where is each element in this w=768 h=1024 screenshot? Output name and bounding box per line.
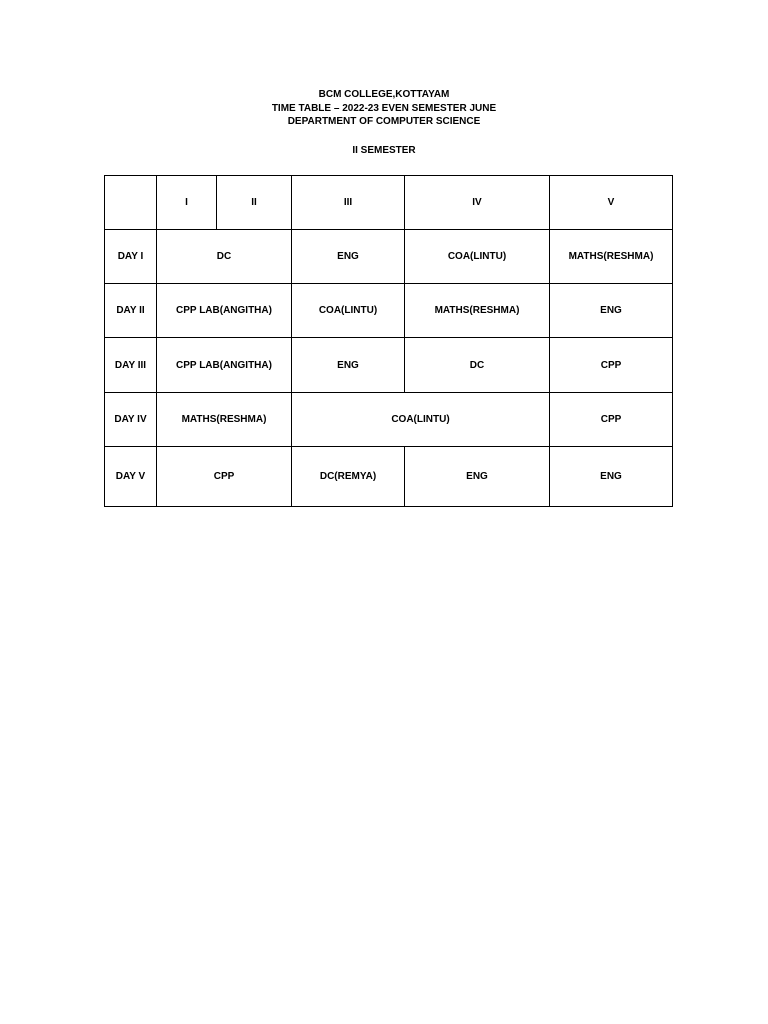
period-header-row <box>105 176 673 230</box>
table-row <box>105 230 673 284</box>
day-label: DAY IV <box>105 393 157 447</box>
timetable-title: TIME TABLE – 2022-23 EVEN SEMESTER JUNE <box>271 102 497 114</box>
subject-cell: CPP <box>157 447 292 507</box>
college-name: BCM COLLEGE,KOTTAYAM <box>318 89 450 100</box>
period-header-cell: II <box>217 176 292 230</box>
document-header <box>0 88 768 129</box>
day-label: DAY II <box>105 284 157 338</box>
subject-cell: ENG <box>550 284 673 338</box>
period-header-cell: V <box>550 176 673 230</box>
timetable-grid <box>104 175 673 507</box>
subject-cell: CPP LAB(ANGITHA) <box>157 284 292 338</box>
subject-cell: COA(LINTU) <box>292 284 405 338</box>
subject-cell: MATHS(RESHMA) <box>405 284 550 338</box>
subject-cell: COA(LINTU) <box>405 230 550 284</box>
department-name: DEPARTMENT OF COMPUTER SCIENCE <box>287 116 481 127</box>
day-label: DAY I <box>105 230 157 284</box>
table-row <box>105 284 673 338</box>
subject-cell: DC(REMYA) <box>292 447 405 507</box>
subject-cell: DC <box>157 230 292 284</box>
subject-cell: CPP LAB(ANGITHA) <box>157 338 292 393</box>
subject-cell: ENG <box>405 447 550 507</box>
subject-cell: CPP <box>550 338 673 393</box>
corner-cell <box>105 176 157 230</box>
table-row <box>105 393 673 447</box>
subject-cell: CPP <box>550 393 673 447</box>
semester-title: II SEMESTER <box>352 145 416 156</box>
period-header-cell: IV <box>405 176 550 230</box>
subject-cell: MATHS(RESHMA) <box>550 230 673 284</box>
table-row <box>105 447 673 507</box>
table-row <box>105 338 673 393</box>
subject-cell: ENG <box>550 447 673 507</box>
day-label: DAY V <box>105 447 157 507</box>
subject-cell: ENG <box>292 338 405 393</box>
subject-cell: MATHS(RESHMA) <box>157 393 292 447</box>
period-header-cell: I <box>157 176 217 230</box>
subject-cell: ENG <box>292 230 405 284</box>
day-label: DAY III <box>105 338 157 393</box>
subject-cell: DC <box>405 338 550 393</box>
period-header-cell: III <box>292 176 405 230</box>
subject-cell: COA(LINTU) <box>292 393 550 447</box>
